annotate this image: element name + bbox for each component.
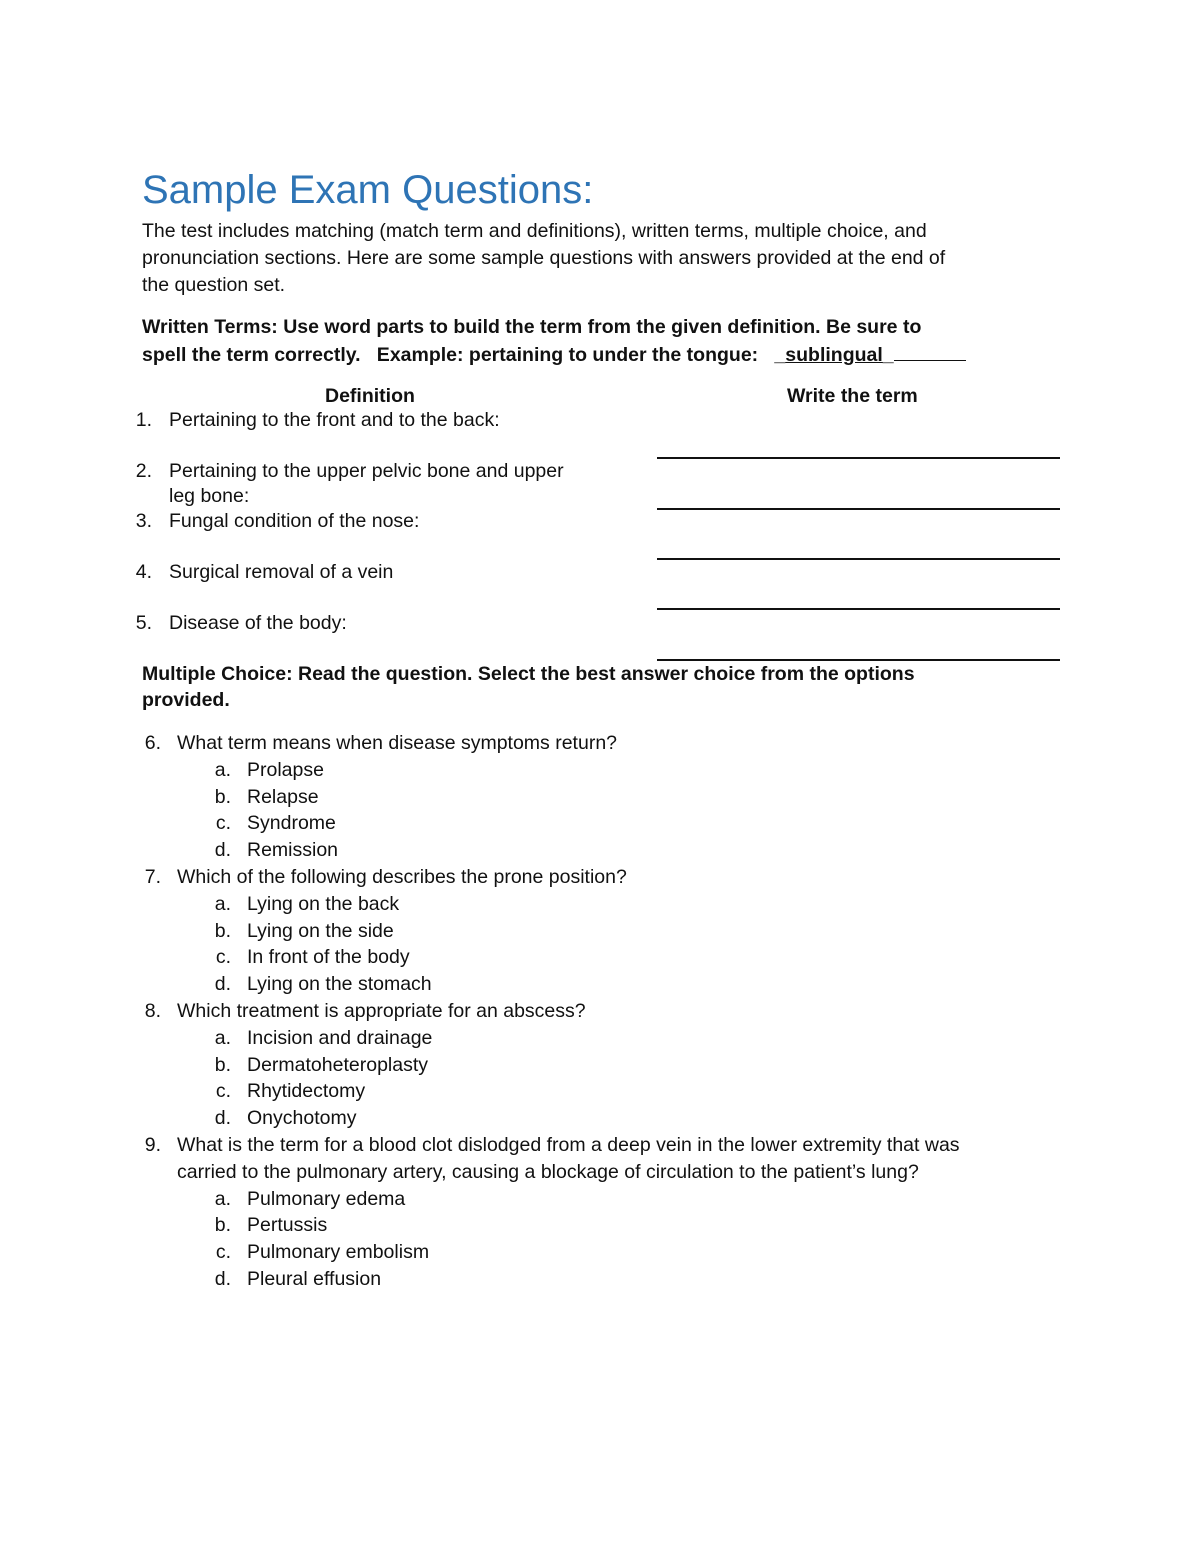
answer-option[interactable]: Incision and drainage	[247, 1027, 433, 1049]
answer-blank-line[interactable]	[657, 558, 1060, 560]
example-answer: sublingual	[785, 344, 883, 366]
answer-option[interactable]: Prolapse	[247, 759, 324, 781]
write-term-column-header: Write the term	[787, 385, 918, 407]
answer-option[interactable]: Onychotomy	[247, 1107, 357, 1129]
answer-option[interactable]: Pertussis	[247, 1214, 328, 1236]
answer-option[interactable]: Pulmonary embolism	[247, 1241, 430, 1263]
answer-blank-line[interactable]	[657, 608, 1060, 610]
example-blank-line	[894, 342, 966, 361]
answer-option[interactable]: Relapse	[247, 786, 319, 808]
intro-line-2: pronunciation sections. Here are some sample questions with answers provided at the end of	[142, 247, 946, 269]
written-term-definition: leg bone:	[169, 485, 250, 507]
multiple-choice-instruction: Multiple Choice: Read the question. Select the best answer choice from the options	[142, 663, 915, 685]
answer-option[interactable]: Rhytidectomy	[247, 1080, 366, 1102]
question-text: Which of the following describes the prone position?	[177, 866, 627, 888]
definition-column-header: Definition	[325, 385, 415, 407]
question-number: 6.	[144, 732, 161, 754]
question-text: Which treatment is appropriate for an abscess?	[177, 1000, 586, 1022]
question-number: 7.	[144, 866, 161, 888]
option-letter: b.	[214, 1214, 231, 1236]
question-text: What term means when disease symptoms return?	[177, 732, 618, 754]
written-term-definition: Pertaining to the front and to the back:	[169, 409, 500, 431]
question-number: 9.	[144, 1134, 161, 1156]
option-letter: d.	[214, 1107, 231, 1129]
written-term-definition: Disease of the body:	[169, 612, 347, 634]
written-term-definition: Pertaining to the upper pelvic bone and upper	[169, 460, 564, 482]
option-letter: d.	[214, 973, 231, 995]
example-prefix: _	[774, 344, 786, 366]
written-term-definition: Fungal condition of the nose:	[169, 510, 420, 532]
written-term-number: 1.	[135, 409, 152, 431]
option-letter: a.	[214, 1188, 231, 1210]
written-terms-instruction: Written Terms: Use word parts to build the term from the given definition. Be sure to	[142, 316, 922, 338]
option-letter: d.	[214, 1268, 231, 1290]
written-terms-instruction-2	[142, 342, 966, 368]
written-terms-instruction-2-text: spell the term correctly. Example: pertaining to under the tongue:	[142, 344, 775, 366]
page-title: Sample Exam Questions:	[142, 168, 594, 212]
written-term-number: 5.	[135, 612, 152, 634]
answer-option[interactable]: Remission	[247, 839, 339, 861]
answer-option[interactable]: Pulmonary edema	[247, 1188, 406, 1210]
multiple-choice-instruction-2: provided.	[142, 689, 230, 711]
answer-option[interactable]: Pleural effusion	[247, 1268, 382, 1290]
answer-option[interactable]: Lying on the back	[247, 893, 400, 915]
answer-option[interactable]: Lying on the stomach	[247, 973, 432, 995]
written-term-number: 3.	[135, 510, 152, 532]
answer-option[interactable]: Dermatoheteroplasty	[247, 1054, 429, 1076]
option-letter: c.	[215, 946, 231, 968]
answer-blank-line[interactable]	[657, 508, 1060, 510]
option-letter: b.	[214, 1054, 231, 1076]
answer-option[interactable]: Lying on the side	[247, 920, 394, 942]
option-letter: b.	[214, 786, 231, 808]
written-term-number: 2.	[135, 460, 152, 482]
answer-option[interactable]: Syndrome	[247, 812, 336, 834]
answer-blank-line[interactable]	[657, 659, 1060, 661]
option-letter: a.	[214, 759, 231, 781]
written-term-number: 4.	[135, 561, 152, 583]
question-text: What is the term for a blood clot dislodged from a deep vein in the lower extremity that was	[177, 1134, 960, 1156]
option-letter: c.	[215, 1080, 231, 1102]
option-letter: d.	[214, 839, 231, 861]
option-letter: a.	[214, 893, 231, 915]
written-term-definition: Surgical removal of a vein	[169, 561, 394, 583]
question-text: carried to the pulmonary artery, causing a blockage of circulation to the patient’s lung?	[177, 1161, 919, 1183]
example-suffix: _	[882, 344, 894, 366]
intro-line-3: the question set.	[142, 274, 286, 296]
option-letter: b.	[214, 920, 231, 942]
option-letter: c.	[215, 1241, 231, 1263]
answer-blank-line[interactable]	[657, 457, 1060, 459]
intro-line-1: The test includes matching (match term and definitions), written terms, multiple choice, and	[142, 220, 927, 242]
answer-option[interactable]: In front of the body	[247, 946, 410, 968]
option-letter: a.	[214, 1027, 231, 1049]
question-number: 8.	[144, 1000, 161, 1022]
option-letter: c.	[215, 812, 231, 834]
